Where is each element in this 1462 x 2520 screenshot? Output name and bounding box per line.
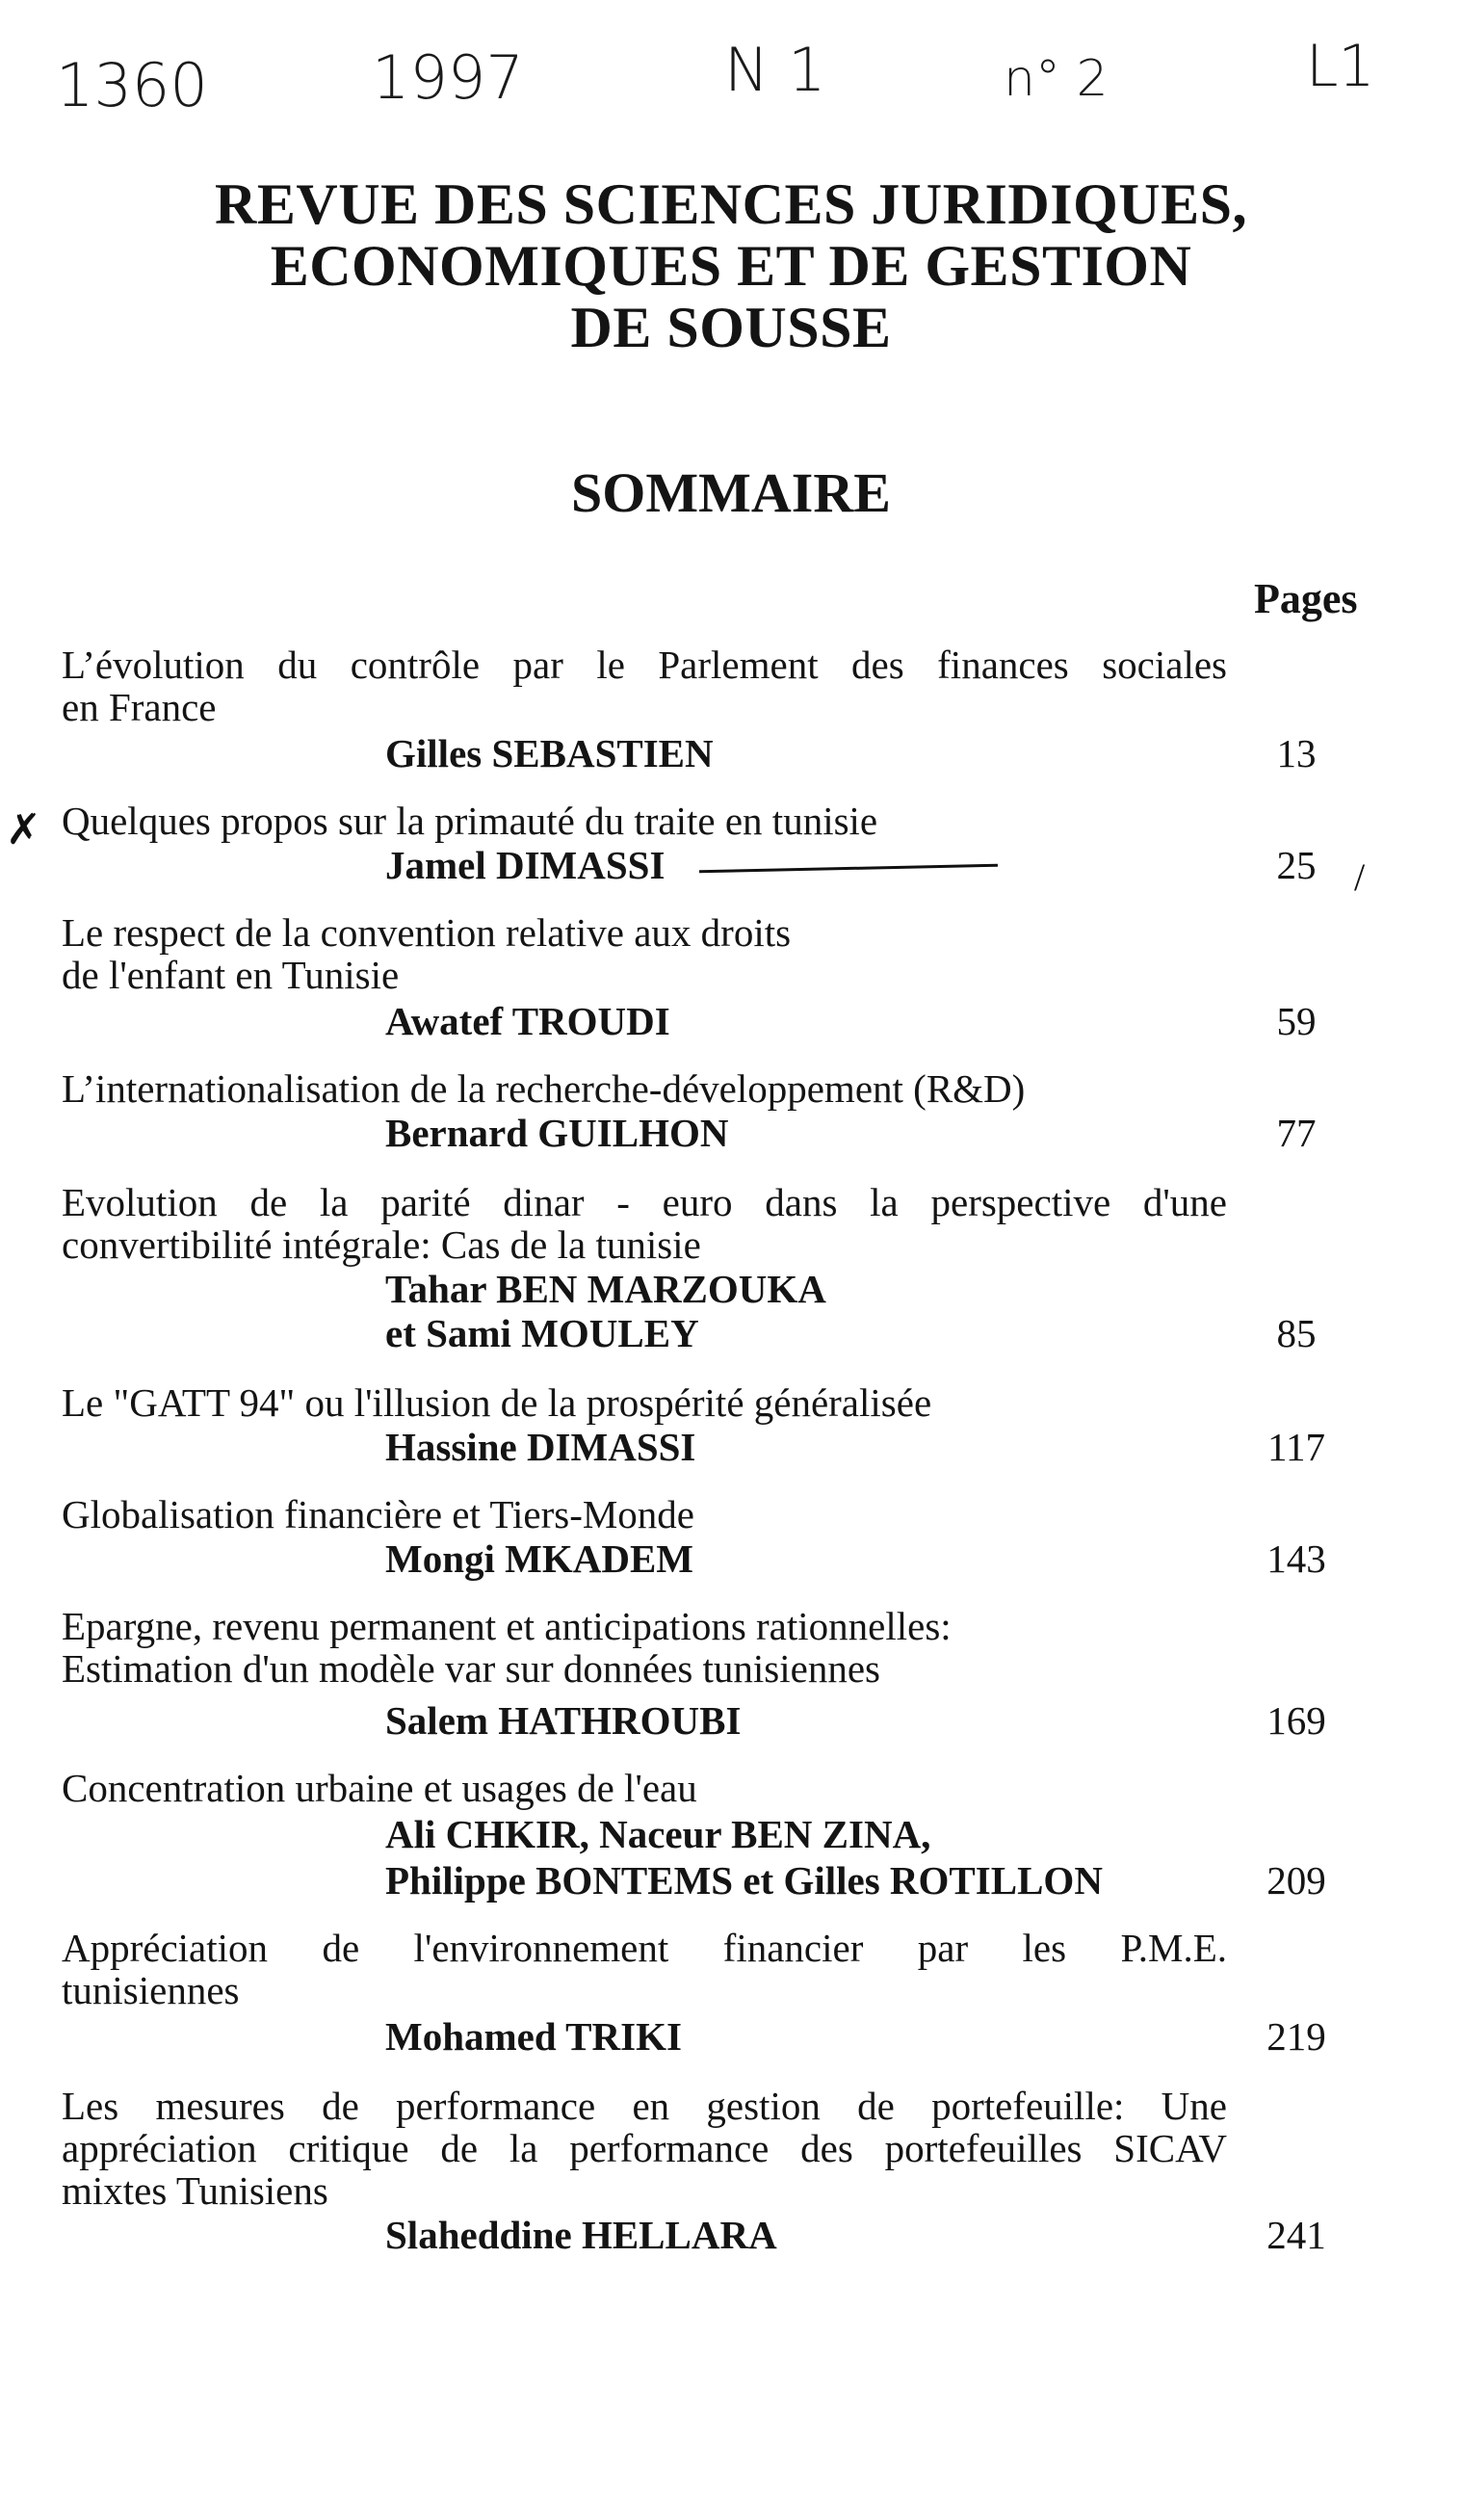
entry-title-line: L’internationalisation de la recherche-développement (R&D) [62,1066,1026,1111]
entry-page: 59 [1276,999,1317,1043]
journal-title-line-1: REVUE DES SCIENCES JURIDIQUES, [215,172,1247,236]
entry-title-line: en France [62,685,217,729]
entry-title-line: Le "GATT 94" ou l'illusion de la prospérité généralisée [62,1380,932,1425]
entry-author: Gilles SEBASTIEN [385,731,714,775]
entry-title-line: mixtes Tunisiens [62,2168,328,2213]
journal-title-line-2: ECONOMIQUES ET DE GESTION [270,234,1192,298]
journal-title [0,173,1462,358]
pages-column-label: Pages [1254,575,1358,622]
entry-author: Mongi MKADEM [385,1536,693,1581]
entry-page: 117 [1267,1425,1325,1469]
entry-author: Ali CHKIR, Naceur BEN ZINA, [385,1812,931,1856]
entry-page: 13 [1276,731,1317,775]
entry-title-line: de l'enfant en Tunisie [62,953,400,997]
handwritten-year: 1997 [372,42,524,113]
sommaire-heading: SOMMAIRE [571,461,891,524]
pen-tick-icon: / [1354,855,1366,899]
entry-title-line: Appréciation de l'environnement financier par les P.M.E. [62,1926,1227,1970]
entry-title-line: Quelques propos sur la primauté du traite en tunisie [62,799,878,843]
entry-title-line: Concentration urbaine et usages de l'eau [62,1766,697,1810]
handwritten-issue: n° 2 [1004,50,1109,108]
entry-title-line: L’évolution du contrôle par le Parlement des finances sociales [62,643,1227,687]
margin-check-mark-icon: ✗ [6,805,41,854]
entry-page: 219 [1266,2014,1326,2059]
entry-title-line: Estimation d'un modèle var sur données tunisiennes [62,1646,881,1691]
entry-author: Bernard GUILHON [385,1111,729,1155]
pen-underline [699,864,998,873]
entry-author: et Sami MOULEY [385,1311,699,1355]
journal-title-line-3: DE SOUSSE [570,296,892,359]
entry-title-line: Le respect de la convention relative aux droits [62,910,792,955]
handwritten-shelf: L1 [1306,33,1375,100]
handwritten-ref-number: 1360 [56,50,208,120]
entry-title-line: Evolution de la parité dinar - euro dans la perspective d'une [62,1180,1227,1224]
entry-author: Slaheddine HELLARA [385,2213,777,2257]
entry-page: 209 [1266,1858,1326,1903]
handwritten-volume: N 1 [724,35,826,105]
entry-title-line: Globalisation financière et Tiers-Monde [62,1492,695,1536]
entry-author: Mohamed TRIKI [385,2014,682,2059]
entry-page: 25 [1276,843,1317,887]
entry-author: Salem HATHROUBI [385,1698,742,1743]
entry-page: 85 [1276,1311,1317,1355]
entry-title-line: convertibilité intégrale: Cas de la tunisie [62,1222,701,1267]
entry-author: Jamel DIMASSI [385,843,666,887]
entry-page: 143 [1266,1536,1326,1581]
entry-title-line: tunisiennes [62,1968,240,2012]
entry-title-line: Les mesures de performance en gestion de portefeuille: Une [62,2084,1227,2128]
entry-author: Philippe BONTEMS et Gilles ROTILLON [385,1858,1103,1903]
entry-title-line: Epargne, revenu permanent et anticipations rationnelles: [62,1604,952,1648]
entry-author: Awatef TROUDI [385,999,670,1043]
entry-title-line: appréciation critique de la performance des portefeuilles SICAV [62,2126,1227,2170]
entry-author: Hassine DIMASSI [385,1425,696,1469]
entry-page: 241 [1266,2213,1326,2257]
entry-author: Tahar BEN MARZOUKA [385,1267,826,1311]
entry-page: 77 [1276,1111,1317,1155]
entry-page: 169 [1266,1698,1326,1743]
